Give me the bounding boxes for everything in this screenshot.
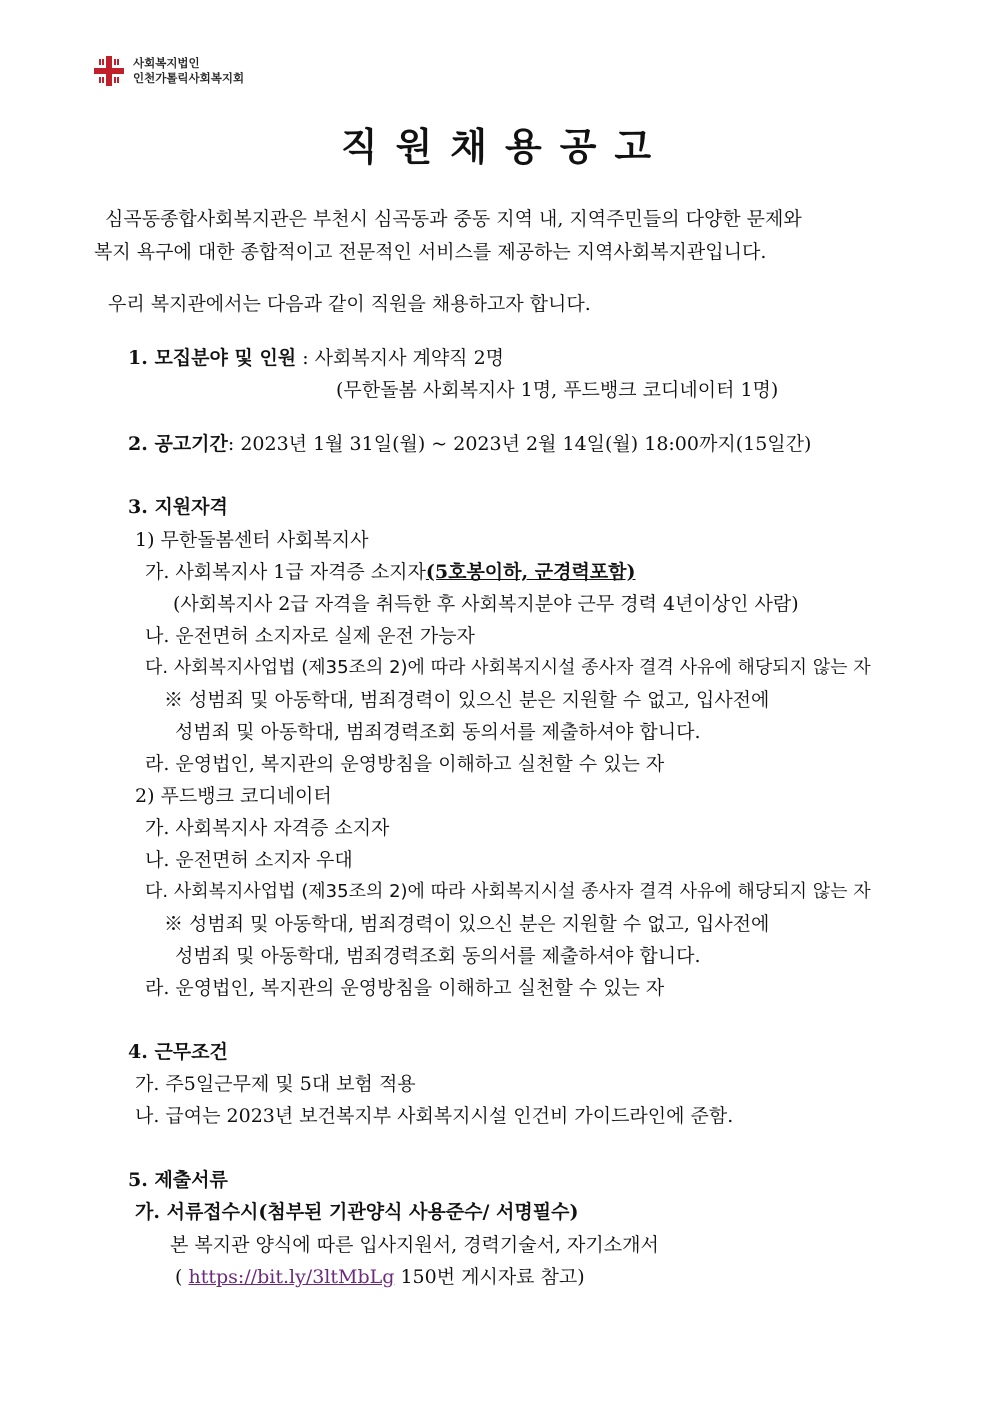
- org-name: [133, 56, 244, 86]
- section5-heading: 5. 제출서류: [128, 1169, 228, 1191]
- section3-sub2-c: 다. 사회복지사업법 (제35조의 2)에 따라 사회복지시설 종사자 결격 사유에 해당되지 않는 자: [145, 881, 871, 902]
- sub1-a-emphasis: (5호봉이하, 군경력포함): [425, 561, 636, 583]
- section2-line: [128, 432, 811, 456]
- section3-sub1: 1) 무한돌봄센터 사회복지사: [135, 529, 369, 551]
- section3-sub2-b: 나. 운전면허 소지자 우대: [145, 849, 353, 871]
- intro-line-2: 복지 욕구에 대한 종합적이고 전문적인 서비스를 제공하는 지역사회복지관입니다.: [94, 241, 767, 263]
- org-name-line2: 인천가톨릭사회복지회: [133, 71, 245, 85]
- section2-value: : 2023년 1월 31일(월) ~ 2023년 2월 14일(월) 18:00까지(15일간): [227, 433, 812, 455]
- section3-sub1-note1: ※ 성범죄 및 아동학대, 범죄경력이 있으신 분은 지원할 수 없고, 입사전에: [164, 689, 770, 711]
- section5-ref: [175, 1265, 585, 1289]
- section5-docs: 본 복지관 양식에 따른 입사지원서, 경력기술서, 자기소개서: [170, 1234, 659, 1256]
- section4-b: 나. 급여는 2023년 보건복지부 사회복지시설 인건비 가이드라인에 준함.: [135, 1105, 734, 1127]
- section3-sub1-d: 라. 운영법인, 복지관의 운영방침을 이해하고 실천할 수 있는 자: [145, 753, 665, 775]
- section3-sub1-a: [145, 560, 636, 584]
- section1-line: [128, 346, 504, 370]
- section3-sub1-note2: 성범죄 및 아동학대, 범죄경력조회 동의서를 제출하셔야 합니다.: [175, 721, 701, 743]
- section3-sub1-b: 나. 운전면허 소지자로 실제 운전 가능자: [145, 625, 475, 647]
- intro-line-1: 심곡동종합사회복지관은 부천시 심곡동과 중동 지역 내, 지역주민들의 다양한 문제와: [105, 208, 802, 230]
- intro-line-3: 우리 복지관에서는 다음과 같이 직원을 채용하고자 합니다.: [108, 293, 591, 315]
- section3-heading: 3. 지원자격: [128, 496, 228, 518]
- section3-sub2-a: 가. 사회복지사 자격증 소지자: [145, 817, 390, 839]
- sub1-a-text: 가. 사회복지사 1급 자격증 소지자: [145, 561, 426, 583]
- caritas-cross-icon: [93, 55, 125, 87]
- section3-sub2-note1: ※ 성범죄 및 아동학대, 범죄경력이 있으신 분은 지원할 수 없고, 입사전에: [164, 913, 770, 935]
- section1-heading: 1. 모집분야 및 인원: [128, 347, 297, 369]
- section2-heading: 2. 공고기간: [128, 433, 228, 455]
- section4-heading: 4. 근무조건: [128, 1041, 228, 1063]
- board-link[interactable]: https://bit.ly/3ltMbLg: [188, 1266, 395, 1288]
- org-name-line1: 사회복지법인: [133, 56, 200, 70]
- ref-close: 150번 게시자료 참고): [394, 1266, 585, 1288]
- org-logo: [93, 55, 244, 87]
- section1-value: : 사회복지사 계약직 2명: [296, 347, 505, 369]
- section3-sub1-a2: (사회복지사 2급 자격을 취득한 후 사회복지분야 근무 경력 4년이상인 사람): [173, 593, 799, 615]
- section3-sub2-note2: 성범죄 및 아동학대, 범죄경력조회 동의서를 제출하셔야 합니다.: [175, 945, 701, 967]
- section3-sub2-d: 라. 운영법인, 복지관의 운영방침을 이해하고 실천할 수 있는 자: [145, 977, 665, 999]
- section4-a: 가. 주5일근무제 및 5대 보험 적용: [135, 1073, 416, 1095]
- section3-sub2: 2) 푸드뱅크 코디네이터: [135, 785, 332, 807]
- page-title: 직원채용공고: [340, 125, 670, 169]
- section5-a: 가. 서류접수시(첨부된 기관양식 사용준수/ 서명필수): [135, 1201, 579, 1223]
- section1-detail: (무한돌봄 사회복지사 1명, 푸드뱅크 코디네이터 1명): [336, 379, 779, 401]
- section3-sub1-c: 다. 사회복지사업법 (제35조의 2)에 따라 사회복지시설 종사자 결격 사유에 해당되지 않는 자: [145, 657, 871, 678]
- ref-open: (: [175, 1266, 189, 1288]
